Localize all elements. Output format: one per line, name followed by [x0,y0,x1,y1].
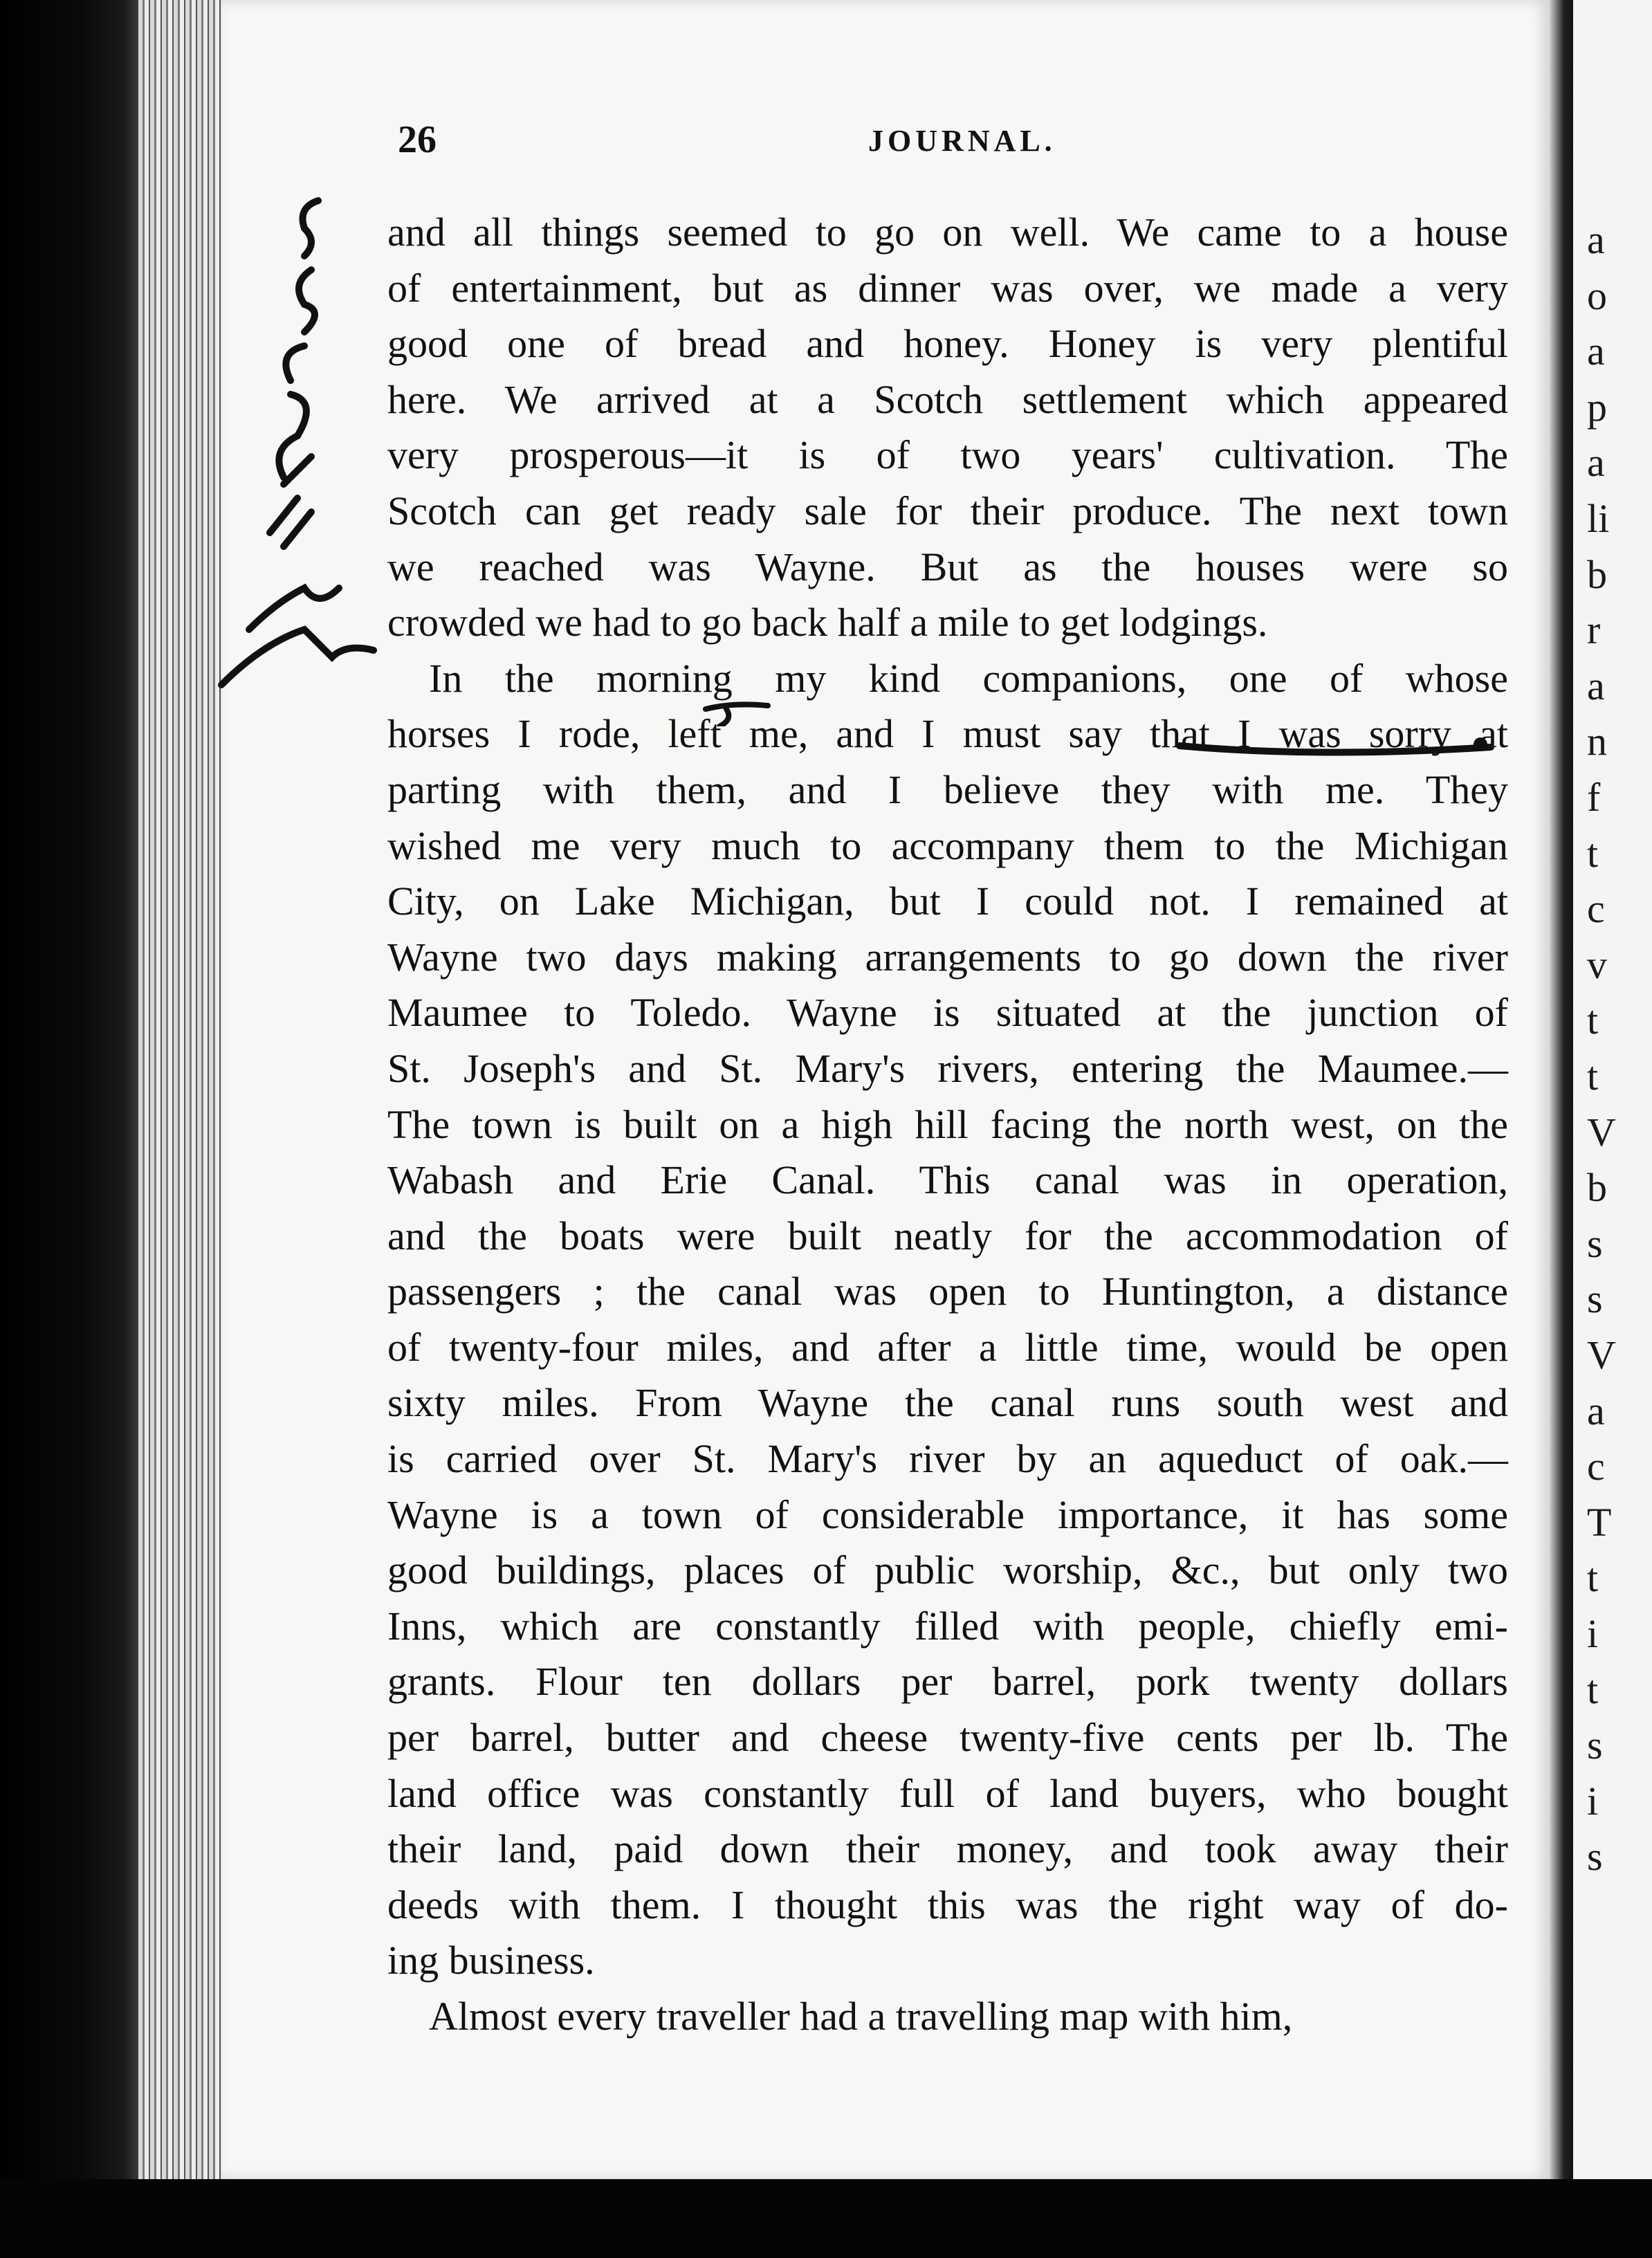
text-line: horses I rode, left me, and I must say that I was sorry at [387,711,1508,757]
text-line: City, on Lake Michigan, but I could not. I remained at [387,879,1508,924]
next-page-fragment: i [1587,1611,1599,1656]
text-line: St. Joseph's and St. Mary's rivers, entering the Maumee.— [387,1045,1508,1091]
next-page-fragment: v [1587,942,1607,987]
text-line: sixty miles. From Wayne the canal runs south west and [387,1380,1508,1426]
book-binding [0,0,138,2258]
next-page-fragment: t [1587,1667,1599,1712]
text-line: very prosperous—it is of two years' cultivation. The [387,432,1508,478]
text-line: and the boats were built neatly for the accommodation of [387,1213,1508,1258]
next-page-edge [1573,0,1652,2179]
next-page-fragment: o [1587,273,1607,318]
text-line: and all things seemed to go on well. We came to a house [387,210,1508,255]
text-line: Wayne is a town of considerable importance, it has some [387,1491,1508,1537]
text-line: wished me very much to accompany them to the Michigan [387,823,1508,868]
next-page-fragment: b [1587,1165,1607,1211]
body-text [387,205,1508,2045]
text-line: good buildings, places of public worship, &c., but only two [387,1548,1508,1593]
text-line: passengers ; the canal was open to Huntington, a distance [387,1269,1508,1314]
next-page-fragment: a [1587,1388,1605,1433]
text-line: we reached was Wayne. But as the houses were so [387,544,1508,589]
page-number: 26 [398,118,437,161]
running-head: JOURNAL. [868,124,1056,158]
text-line: Wabash and Erie Canal. This canal was in operation, [387,1157,1508,1203]
next-page-fragment: li [1587,496,1610,541]
next-page-fragment: t [1587,998,1599,1043]
page-gutter [1550,0,1573,2258]
handwritten-margin-mark [208,187,387,713]
next-page-fragment: T [1587,1499,1612,1545]
next-page-fragment: n [1587,719,1607,764]
next-page-fragment: s [1587,1834,1603,1880]
text-line: land office was constantly full of land buyers, who bought [387,1770,1508,1816]
next-page-fragment: a [1587,663,1605,708]
next-page-fragment: i [1587,1778,1599,1824]
next-page-fragment: r [1587,607,1601,653]
text-line: here. We arrived at a Scotch settlement which appeared [387,376,1508,422]
next-page-fragment: t [1587,1054,1599,1099]
text-line: Maumee to Toledo. Wayne is situated at the junction of [387,990,1508,1036]
next-page-fragment: V [1587,1109,1616,1155]
text-line: Inns, which are constantly filled with people, chiefly emi- [387,1603,1508,1649]
text-line: parting with them, and I believe they with me. They [387,767,1508,812]
next-page-fragment: V [1587,1332,1616,1377]
page-header [398,118,1505,166]
text-line: of twenty-four miles, and after a little time, would be open [387,1324,1508,1370]
text-line: The town is built on a high hill facing the north west, on the [387,1101,1508,1147]
text-line: is carried over St. Mary's river by an aqueduct of oak.— [387,1436,1508,1482]
text-line: Almost every traveller had a travelling map with him, [429,1994,1293,2039]
text-line: Scotch can get ready sale for their produce. The next town [387,488,1508,533]
text-line: per barrel, butter and cheese twenty-five cents per lb. The [387,1715,1508,1761]
next-page-fragment: t [1587,1555,1599,1601]
text-line: grants. Flour ten dollars per barrel, pork twenty dollars [387,1659,1508,1705]
text-line: ing business. [387,1938,595,1983]
scan-bottom-band [0,2179,1652,2258]
text-line: Wayne two days making arrangements to go down the river [387,934,1508,980]
next-page-fragment: a [1587,440,1605,486]
next-page-fragment: s [1587,1276,1603,1322]
next-page-fragment: c [1587,886,1605,932]
next-page-fragment: t [1587,830,1599,876]
text-line: crowded we had to go back half a mile to get lodgings. [387,600,1268,645]
next-page-fragment: a [1587,217,1605,262]
next-page-fragment: p [1587,384,1607,430]
next-page-fragment: s [1587,1723,1603,1768]
text-line: good one of bread and honey. Honey is very plentiful [387,321,1508,367]
text-line: their land, paid down their money, and took away their [387,1826,1508,1872]
text-line: In the morning my kind companions, one of whose [429,655,1508,701]
next-page-fragment: s [1587,1220,1603,1266]
text-line: deeds with them. I thought this was the right way of do- [387,1882,1508,1927]
text-line: of entertainment, but as dinner was over, we made a very [387,265,1508,311]
next-page-fragment: c [1587,1444,1605,1489]
next-page-fragment: f [1587,775,1601,820]
next-page-fragment: b [1587,551,1607,597]
next-page-fragment: a [1587,329,1605,374]
